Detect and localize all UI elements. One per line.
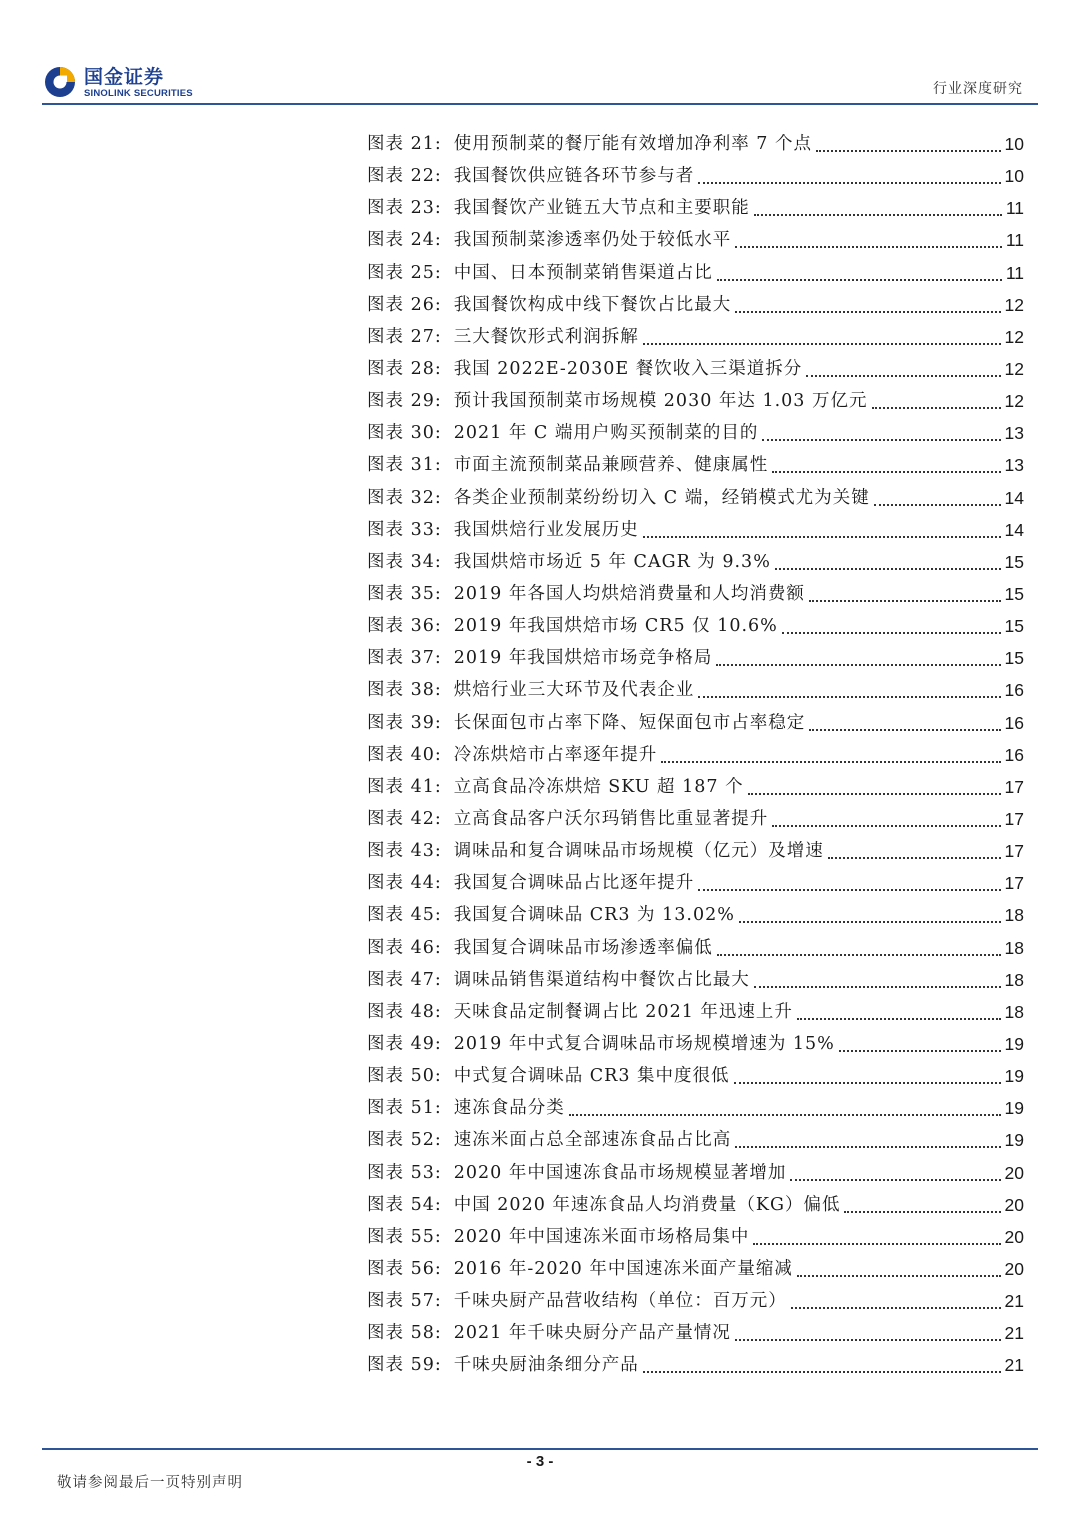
toc-entry-page: 14	[1004, 487, 1024, 508]
toc-entry-title: 我国复合调味品占比逐年提升	[453, 873, 695, 894]
toc-entry[interactable]	[367, 289, 1024, 321]
toc-entry[interactable]	[367, 771, 1024, 803]
page-number: - 3 -	[526, 1453, 554, 1470]
toc-entry-label: 图表 58:	[367, 1323, 442, 1344]
toc-dot-leader	[790, 1179, 1000, 1181]
toc-dot-leader	[698, 696, 1000, 698]
toc-entry[interactable]	[367, 867, 1024, 899]
toc-entry[interactable]	[367, 610, 1024, 642]
toc-entry-title: 我国复合调味品市场渗透率偏低	[453, 937, 713, 958]
toc-entry-page: 20	[1004, 1226, 1024, 1247]
toc-entry[interactable]	[367, 1028, 1024, 1060]
toc-dot-leader	[735, 1146, 1000, 1148]
toc-entry[interactable]	[367, 1285, 1024, 1317]
toc-entry-page: 12	[1004, 391, 1024, 412]
toc-entry-label: 图表 40:	[367, 744, 442, 765]
toc-entry-title: 我国餐饮构成中线下餐饮占比最大	[453, 294, 732, 315]
toc-entry-title: 千味央厨油条细分产品	[453, 1355, 639, 1376]
toc-entry-title: 我国复合调味品 CR3 为 13.02%	[453, 905, 735, 926]
toc-entry-page: 17	[1004, 873, 1024, 894]
toc-entry[interactable]	[367, 899, 1024, 931]
toc-entry[interactable]	[367, 642, 1024, 674]
toc-entry[interactable]	[367, 1221, 1024, 1253]
toc-dot-leader	[772, 471, 1000, 473]
toc-entry[interactable]	[367, 1253, 1024, 1285]
toc-entry[interactable]	[367, 1317, 1024, 1349]
toc-entry[interactable]	[367, 707, 1024, 739]
toc-entry[interactable]	[367, 449, 1024, 481]
toc-entry-label: 图表 35:	[367, 584, 442, 605]
toc-entry-page: 12	[1004, 326, 1024, 347]
toc-dot-leader	[739, 921, 1001, 923]
toc-entry-page: 12	[1004, 294, 1024, 315]
toc-dot-leader	[772, 825, 1000, 827]
toc-entry-title: 2019 年各国人均烘焙消费量和人均消费额	[453, 584, 805, 605]
toc-entry-page: 21	[1004, 1323, 1024, 1344]
toc-entry-page: 21	[1004, 1355, 1024, 1376]
toc-entry-page: 19	[1004, 1130, 1024, 1151]
toc-entry[interactable]	[367, 482, 1024, 514]
toc-entry[interactable]	[367, 1157, 1024, 1189]
toc-entry-title: 各类企业预制菜纷纷切入 C 端，经销模式尤为关键	[453, 487, 870, 508]
toc-entry-title: 2021 年 C 端用户购买预制菜的目的	[453, 423, 759, 444]
logo-chinese-name: 国金证券	[84, 65, 165, 88]
company-logo	[42, 62, 193, 102]
toc-dot-leader	[716, 664, 1000, 666]
toc-entry-label: 图表 25:	[367, 262, 442, 283]
toc-dot-leader	[643, 343, 1001, 345]
toc-entry-page: 17	[1004, 841, 1024, 862]
toc-entry-page: 16	[1004, 680, 1024, 701]
toc-entry-title: 冷冻烘焙市占率逐年提升	[453, 744, 658, 765]
header-divider	[42, 103, 1038, 105]
toc-entry-label: 图表 36:	[367, 616, 442, 637]
toc-entry-label: 图表 49:	[367, 1034, 442, 1054]
toc-entry-page: 17	[1004, 809, 1024, 830]
logo-english-name: SINOLINK SECURITIES	[84, 87, 193, 99]
toc-entry-title: 市面主流预制菜品兼顾营养、健康属性	[453, 455, 769, 476]
toc-entry-label: 图表 23:	[367, 198, 442, 219]
toc-entry-page: 18	[1004, 905, 1024, 926]
toc-entry-page: 18	[1004, 937, 1024, 958]
toc-entry-page: 10	[1004, 134, 1024, 155]
toc-entry-label: 图表 47:	[367, 969, 442, 990]
toc-dot-leader	[775, 568, 1001, 570]
toc-entry-label: 图表 37:	[367, 648, 442, 669]
toc-entry-label: 图表 27:	[367, 326, 442, 347]
toc-entry-label: 图表 29:	[367, 391, 442, 412]
toc-dot-leader	[734, 1082, 1001, 1084]
toc-entry-page: 19	[1004, 1034, 1024, 1054]
toc-entry[interactable]	[367, 321, 1024, 353]
toc-entry-label: 图表 21:	[367, 134, 442, 155]
toc-entry-page: 14	[1004, 519, 1024, 540]
toc-entry[interactable]	[367, 996, 1024, 1028]
toc-dot-leader	[753, 1243, 1000, 1245]
toc-entry-page: 15	[1004, 584, 1024, 605]
toc-entry-label: 图表 46:	[367, 937, 442, 958]
toc-entry-title: 我国餐饮供应链各环节参与者	[453, 166, 695, 187]
toc-entry-title: 天味食品定制餐调占比 2021 年迅速上升	[453, 1001, 793, 1022]
toc-entry-page: 13	[1004, 455, 1024, 476]
toc-entry-title: 我国预制菜渗透率仍处于较低水平	[453, 230, 732, 251]
toc-entry-page: 19	[1004, 1066, 1024, 1087]
toc-dot-leader	[754, 214, 1002, 216]
toc-entry-title: 2021 年千味央厨分产品产量情况	[453, 1323, 731, 1344]
toc-dot-leader	[844, 1211, 1000, 1213]
toc-entry-title: 2016 年-2020 年中国速冻米面产量缩减	[453, 1258, 793, 1279]
toc-entry-page: 20	[1004, 1194, 1024, 1215]
toc-entry-page: 21	[1004, 1291, 1024, 1312]
toc-entry-title: 速冻食品分类	[453, 1098, 565, 1119]
toc-entry-title: 三大餐饮形式利润拆解	[453, 326, 639, 347]
toc-entry-label: 图表 38:	[367, 680, 442, 701]
toc-entry[interactable]	[367, 385, 1024, 417]
toc-entry[interactable]	[367, 257, 1024, 289]
sinolink-logo-icon	[42, 64, 78, 100]
toc-entry-title: 我国烘焙市场近 5 年 CAGR 为 9.3%	[453, 551, 771, 572]
toc-entry-title: 2019 年中式复合调味品市场规模增速为 15%	[453, 1034, 835, 1054]
toc-entry[interactable]	[367, 932, 1024, 964]
toc-entry-label: 图表 55:	[367, 1226, 442, 1247]
page-header	[0, 0, 1080, 106]
toc-entry-page: 20	[1004, 1162, 1024, 1183]
toc-entry-title: 千味央厨产品营收结构（单位：百万元）	[453, 1291, 787, 1312]
toc-dot-leader	[735, 246, 1002, 248]
toc-entry-page: 18	[1004, 969, 1024, 990]
toc-entry-label: 图表 51:	[367, 1098, 442, 1119]
toc-dot-leader	[735, 1339, 1001, 1341]
toc-entry-label: 图表 26:	[367, 294, 442, 315]
toc-entry-page: 17	[1004, 776, 1024, 797]
toc-entry[interactable]	[367, 160, 1024, 192]
toc-entry-label: 图表 33:	[367, 519, 442, 540]
toc-entry-title: 我国烘焙行业发展历史	[453, 519, 639, 540]
toc-entry[interactable]	[367, 1189, 1024, 1221]
toc-entry-label: 图表 39:	[367, 712, 442, 733]
toc-dot-leader	[782, 632, 1001, 634]
toc-entry[interactable]	[367, 1124, 1024, 1156]
toc-entry-page: 13	[1004, 423, 1024, 444]
toc-entry-title: 长保面包市占率下降、短保面包市占率稳定	[453, 712, 806, 733]
toc-entry-title: 2019 年我国烘焙市场 CR5 仅 10.6%	[453, 616, 778, 637]
toc-entry-label: 图表 53:	[367, 1162, 442, 1183]
toc-dot-leader	[754, 986, 1001, 988]
toc-entry-title: 烘焙行业三大环节及代表企业	[453, 680, 695, 701]
toc-entry-title: 2020 年中国速冻食品市场规模显著增加	[453, 1162, 787, 1183]
toc-dot-leader	[872, 407, 1001, 409]
toc-dot-leader	[698, 182, 1000, 184]
toc-entry[interactable]	[367, 835, 1024, 867]
toc-entry-label: 图表 22:	[367, 166, 442, 187]
toc-entry-page: 18	[1004, 1001, 1024, 1022]
toc-entry-page: 11	[1005, 230, 1024, 251]
toc-entry-label: 图表 34:	[367, 551, 442, 572]
toc-dot-leader	[816, 150, 1001, 152]
toc-entry-label: 图表 24:	[367, 230, 442, 251]
toc-entry-page: 11	[1005, 262, 1024, 283]
toc-entry-label: 图表 48:	[367, 1001, 442, 1022]
toc-entry-title: 速冻米面占总全部速冻食品占比高	[453, 1130, 732, 1151]
toc-dot-leader	[643, 1371, 1001, 1373]
toc-entry-page: 20	[1004, 1258, 1024, 1279]
toc-entry[interactable]	[367, 964, 1024, 996]
toc-dot-leader	[806, 375, 1000, 377]
toc-entry-label: 图表 44:	[367, 873, 442, 894]
toc-entry-label: 图表 45:	[367, 905, 442, 926]
toc-dot-leader	[797, 1275, 1001, 1277]
toc-entry[interactable]	[367, 546, 1024, 578]
toc-dot-leader	[839, 1050, 1001, 1052]
toc-dot-leader	[717, 279, 1002, 281]
toc-entry-title: 我国餐饮产业链五大节点和主要职能	[453, 198, 750, 219]
footer-divider	[42, 1448, 1038, 1450]
toc-entry-title: 立高食品冷冻烘焙 SKU 超 187 个	[453, 776, 744, 797]
toc-entry-page: 15	[1004, 551, 1024, 572]
toc-entry-label: 图表 31:	[367, 455, 442, 476]
toc-entry-label: 图表 43:	[367, 841, 442, 862]
toc-entry-page: 10	[1004, 166, 1024, 187]
toc-entry[interactable]	[367, 417, 1024, 449]
toc-entry-title: 2020 年中国速冻米面市场格局集中	[453, 1226, 750, 1247]
toc-entry-title: 调味品和复合调味品市场规模（亿元）及增速	[453, 841, 824, 862]
toc-dot-leader	[762, 439, 1000, 441]
toc-entry[interactable]	[367, 1060, 1024, 1092]
toc-dot-leader	[791, 1307, 1001, 1309]
toc-entry[interactable]	[367, 803, 1024, 835]
toc-dot-leader	[569, 1114, 1001, 1116]
toc-entry-page: 11	[1005, 198, 1024, 219]
toc-entry[interactable]	[367, 739, 1024, 771]
toc-entry-title: 中国 2020 年速冻食品人均消费量（KG）偏低	[453, 1194, 841, 1215]
toc-entry[interactable]	[367, 1349, 1024, 1381]
toc-dot-leader	[735, 311, 1000, 313]
toc-entry-title: 调味品销售渠道结构中餐饮占比最大	[453, 969, 750, 990]
toc-entry-label: 图表 57:	[367, 1291, 442, 1312]
toc-entry[interactable]	[367, 192, 1024, 224]
toc-entry-page: 16	[1004, 712, 1024, 733]
toc-entry-label: 图表 52:	[367, 1130, 442, 1151]
toc-entry[interactable]	[367, 578, 1024, 610]
toc-dot-leader	[809, 729, 1000, 731]
toc-dot-leader	[717, 954, 1001, 956]
toc-dot-leader	[698, 889, 1000, 891]
toc-entry-page: 12	[1004, 359, 1024, 380]
toc-entry-label: 图表 32:	[367, 487, 442, 508]
toc-dot-leader	[643, 536, 1001, 538]
toc-entry-label: 图表 50:	[367, 1066, 442, 1087]
toc-entry-page: 16	[1004, 744, 1024, 765]
toc-entry-title: 中国、日本预制菜销售渠道占比	[453, 262, 713, 283]
toc-entry-title: 中式复合调味品 CR3 集中度很低	[453, 1066, 730, 1087]
toc-dot-leader	[661, 761, 1000, 763]
toc-entry-label: 图表 42:	[367, 809, 442, 830]
disclaimer-note: 敬请参阅最后一页特别声明	[57, 1475, 243, 1491]
toc-dot-leader	[874, 504, 1001, 506]
toc-entry[interactable]	[367, 674, 1024, 706]
toc-entry[interactable]	[367, 514, 1024, 546]
toc-dot-leader	[828, 857, 1001, 859]
toc-entry[interactable]	[367, 128, 1024, 160]
toc-entry-page: 15	[1004, 648, 1024, 669]
toc-entry-label: 图表 56:	[367, 1258, 442, 1279]
toc-entry-title: 预计我国预制菜市场规模 2030 年达 1.03 万亿元	[453, 391, 868, 412]
toc-dot-leader	[809, 600, 1001, 602]
toc-entry-label: 图表 41:	[367, 776, 442, 797]
toc-entry-page: 19	[1004, 1098, 1024, 1119]
toc-entry-label: 图表 54:	[367, 1194, 442, 1215]
toc-entry-title: 2019 年我国烘焙市场竞争格局	[453, 648, 713, 669]
toc-dot-leader	[748, 793, 1001, 795]
toc-entry[interactable]	[367, 1092, 1024, 1124]
toc-entry-title: 我国 2022E-2030E 餐饮收入三渠道拆分	[453, 359, 803, 380]
toc-entry[interactable]	[367, 353, 1024, 385]
toc-entry-page: 15	[1004, 616, 1024, 637]
report-type-label: 行业深度研究	[933, 81, 1023, 97]
figure-table-of-contents	[367, 128, 1024, 1381]
toc-dot-leader	[797, 1018, 1001, 1020]
toc-entry-title: 使用预制菜的餐厅能有效增加净利率 7 个点	[453, 134, 812, 155]
toc-entry[interactable]	[367, 224, 1024, 256]
toc-entry-label: 图表 30:	[367, 423, 442, 444]
toc-entry-label: 图表 59:	[367, 1355, 442, 1376]
toc-entry-title: 立高食品客户沃尔玛销售比重显著提升	[453, 809, 769, 830]
toc-entry-label: 图表 28:	[367, 359, 442, 380]
